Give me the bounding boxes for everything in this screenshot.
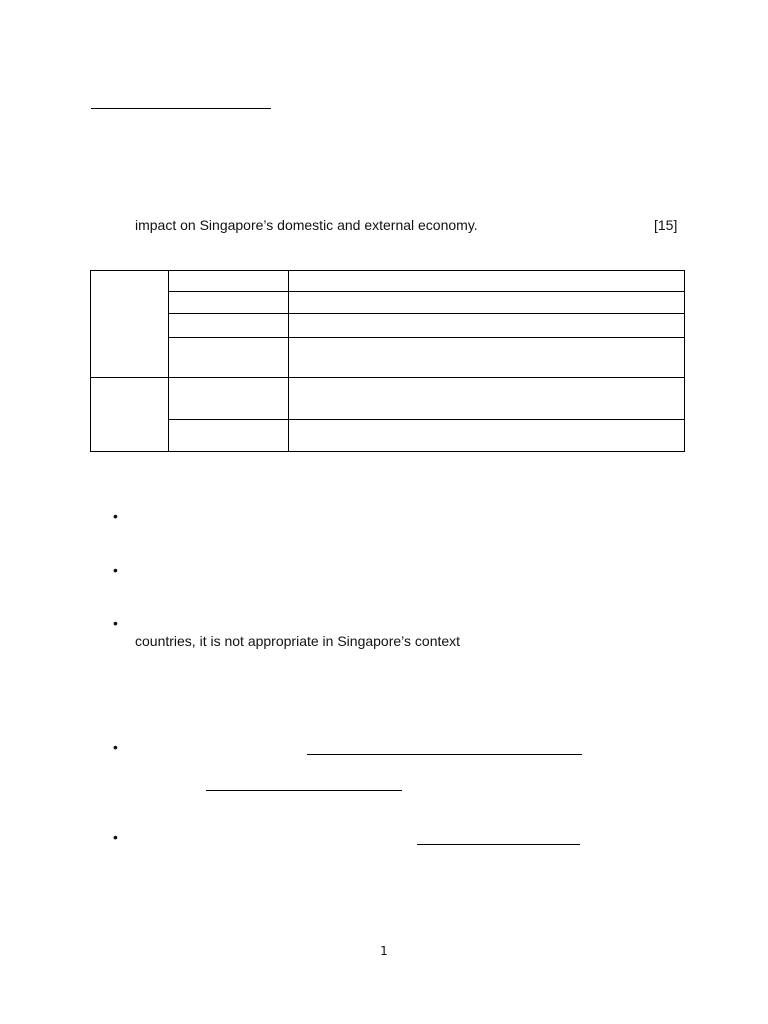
- bullet-continuation-text: countries, it is not appropriate in Singapore’s context: [135, 633, 461, 649]
- table-cell: [289, 271, 685, 292]
- table-cell: [289, 378, 685, 420]
- table-cell: [169, 420, 289, 452]
- table-row: [91, 314, 685, 338]
- page-number: 1: [380, 944, 388, 958]
- table-cell: [289, 314, 685, 338]
- table-cell: [289, 338, 685, 378]
- table-cell: [289, 292, 685, 314]
- table-row: [91, 420, 685, 452]
- table-cell: [169, 338, 289, 378]
- table-row: [91, 338, 685, 378]
- bullet-point: •: [113, 739, 118, 755]
- heading-underline: [91, 108, 271, 109]
- table-row: [91, 378, 685, 420]
- table-cell: [91, 271, 169, 378]
- bullet-point: •: [113, 562, 118, 578]
- table-row: [91, 292, 685, 314]
- table-row: [91, 271, 685, 292]
- table-cell: [91, 378, 169, 452]
- bullet-point: •: [113, 615, 118, 631]
- question-marks: [15]: [654, 217, 678, 233]
- answer-underline: [206, 790, 402, 791]
- bullet-point: •: [113, 508, 118, 524]
- bullet-point: •: [113, 829, 118, 845]
- table-cell: [169, 271, 289, 292]
- table-cell: [169, 378, 289, 420]
- answer-underline: [417, 844, 580, 845]
- answer-table: [90, 270, 685, 452]
- table-cell: [169, 314, 289, 338]
- table-cell: [289, 420, 685, 452]
- answer-underline: [307, 754, 582, 755]
- question-text: impact on Singapore’s domestic and external economy.: [135, 217, 478, 233]
- table-cell: [169, 292, 289, 314]
